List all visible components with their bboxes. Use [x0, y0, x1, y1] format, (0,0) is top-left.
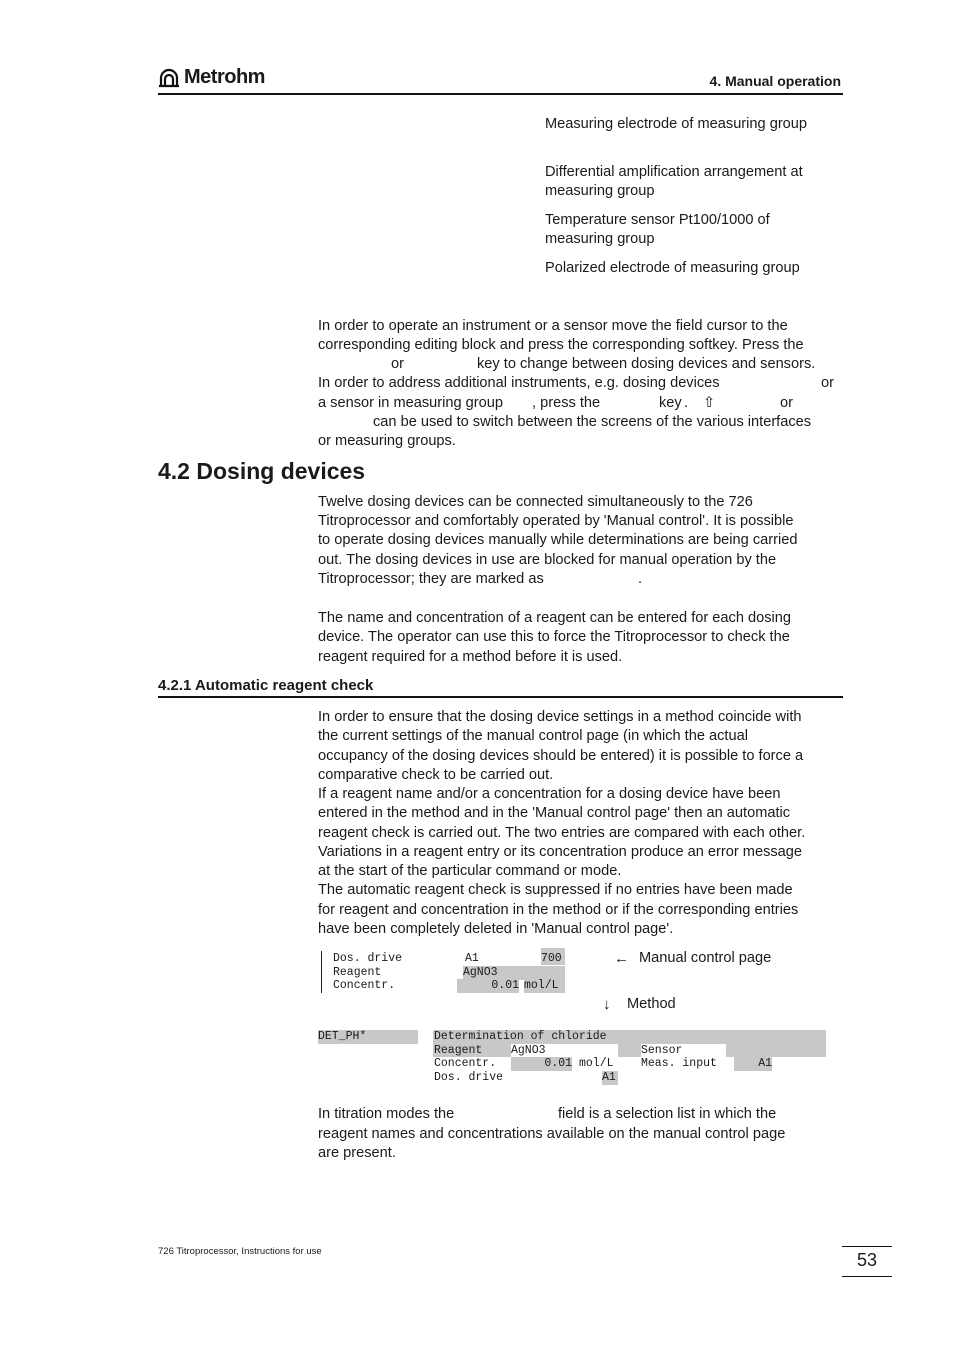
reagent-check-line: occupancy of the dosing devices should be entered) it is possible to force a [318, 748, 804, 764]
section-heading-4-2-1: 4.2.1 Automatic reagent check [158, 677, 374, 694]
intro-line-4a: In order to address additional instruments, e.g. dosing devices [318, 375, 720, 391]
list-item: Differential amplification arrangement at measuring group [545, 164, 803, 200]
shift-arrow-icon: ⇧ [703, 395, 716, 411]
reagent-check-line: If a reagent name and/or a concentration for a dosing device have been [318, 786, 781, 802]
dosing-para-1-line: . [638, 571, 643, 587]
screen1-reagent-label: Reagent [333, 966, 382, 979]
screen1-concentration-label: Concentr. [333, 979, 396, 992]
screen1-concentration-unit: mol/L [524, 979, 565, 993]
screen1-dos-drive-value: A1 [465, 952, 479, 965]
metrohm-logo-icon [158, 68, 180, 88]
reagent-check-line: Variations in a reagent entry or its concentration produce an error message [318, 844, 803, 860]
header-rule [158, 93, 843, 95]
screen1-concentration-value: 0.01 [457, 979, 519, 993]
intro-line-6: can be used to switch between the screens of the various interfaces [373, 414, 812, 430]
intro-line-1: In order to operate an instrument or a sensor move the field cursor to the [318, 318, 788, 334]
reagent-check-line: reagent check is carried out. The two entries are compared with each other. [318, 825, 806, 841]
screen1-dos-drive-number: 700 [541, 948, 565, 965]
intro-line-2: corresponding editing block and press the corresponding softkey. Press the [318, 337, 804, 353]
method-sensor-label: Sensor [641, 1044, 726, 1058]
method-concentration-unit: mol/L [579, 1057, 614, 1070]
dosing-para-1-line: to operate dosing devices manually while determinations are being carried [318, 532, 798, 548]
closing-line-3: are present. [318, 1145, 396, 1161]
section-heading-4-2: 4.2 Dosing devices [158, 458, 366, 484]
brand-logo [158, 66, 265, 89]
reagent-check-line: have been completely deleted in 'Manual control page'. [318, 921, 674, 937]
screen1-reagent-value: AgNO3 [463, 966, 565, 980]
method-concentration-label: Concentr. [434, 1057, 497, 1070]
page-number: 53 [856, 1250, 878, 1270]
reagent-check-line: at the start of the particular command or mode. [318, 863, 622, 879]
closing-line-1b: field is a selection list in which the [558, 1106, 777, 1122]
intro-line-4b: or [821, 375, 834, 391]
dosing-para-2-line: The name and concentration of a reagent can be entered for each dosing [318, 610, 791, 626]
intro-line-5b: , press the [532, 395, 601, 411]
closing-line-2: reagent names and concentrations available on the manual control page [318, 1126, 786, 1142]
arrow-down-icon: ↓ [603, 996, 611, 1013]
intro-line-7: or measuring groups. [318, 433, 456, 449]
method-note: Method [627, 996, 676, 1012]
method-concentration-value: 0.01 [511, 1057, 572, 1071]
list-item: Measuring electrode of measuring group [545, 116, 808, 132]
reagent-check-line: entered in the method and in the 'Manual control page' then an automatic [318, 805, 791, 821]
intro-line-5f: or [780, 395, 793, 411]
reagent-check-line: the current settings of the manual control page (in which the actual [318, 728, 748, 744]
reagent-check-line: comparative check to be carried out. [318, 767, 554, 783]
running-header: 4. Manual operation [709, 73, 841, 89]
manual-control-page-note: Manual control page [639, 950, 772, 966]
reagent-check-line: In order to ensure that the dosing device settings in a method coincide with [318, 709, 802, 725]
dosing-para-1-line: Titroprocessor; they are marked as [318, 571, 544, 587]
arrow-left-icon: ← [614, 950, 629, 967]
method-meas-input-label: Meas. input [641, 1057, 717, 1070]
brand-name: Metrohm [184, 66, 265, 88]
screen1-dos-drive-label: Dos. drive [333, 952, 403, 965]
method-dos-drive-label: Dos. drive [434, 1071, 504, 1084]
intro-line-5d: . [684, 395, 689, 411]
list-item: Temperature sensor Pt100/1000 of measuring group [545, 212, 770, 248]
list-item: Polarized electrode of measuring group [545, 260, 800, 276]
dosing-para-1-line: out. The dosing devices in use are blocked for manual operation by the [318, 552, 777, 568]
method-reagent-value: AgNO3 [511, 1044, 618, 1058]
footer-doc-title: 726 Titroprocessor, Instructions for use [158, 1246, 322, 1257]
intro-line-3b: key to change between dosing devices and sensors. [477, 356, 816, 372]
reagent-check-line: The automatic reagent check is suppressed if no entries have been made [318, 882, 793, 898]
screen-edge-bar [321, 951, 322, 993]
method-title: Determination of chloride [434, 1030, 607, 1043]
method-dos-drive-value: A1 [602, 1071, 618, 1085]
key-label: key [659, 395, 682, 411]
reagent-check-line: for reagent and concentration in the method or if the corresponding entries [318, 902, 799, 918]
method-name: DET_PH* [318, 1030, 418, 1044]
intro-line-3a: or [391, 356, 404, 372]
method-reagent-label: Reagent [434, 1044, 483, 1057]
dosing-para-1-line: Twelve dosing devices can be connected simultaneously to the 726 [318, 494, 753, 510]
closing-line-1a: In titration modes the [318, 1106, 455, 1122]
dosing-para-2-line: device. The operator can use this to force the Titroprocessor to check the [318, 629, 790, 645]
subheading-rule [158, 696, 843, 698]
dosing-para-1-line: Titroprocessor and comfortably operated by 'Manual control'. It is possible [318, 513, 794, 529]
dosing-para-2-line: reagent required for a method before it is used. [318, 649, 623, 665]
intro-line-5a: a sensor in measuring group [318, 395, 503, 411]
method-meas-input-value: A1 [734, 1057, 772, 1071]
